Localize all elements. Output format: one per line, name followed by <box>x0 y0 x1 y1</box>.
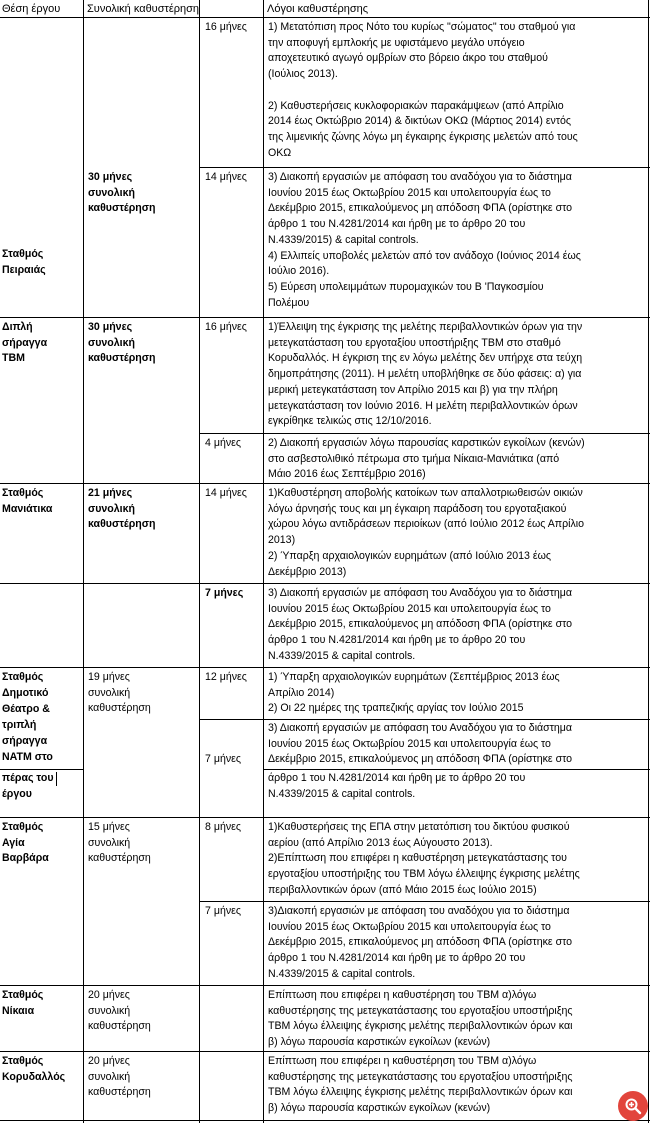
total-delay-cell: 21 μήνες συνολική καθυστέρηση <box>88 487 156 531</box>
months-cell: 14 μήνες <box>205 171 247 183</box>
reasons-cell: άρθρο 1 του Ν.4281/2014 και ήρθη με το άρθρο 20 του Ν.4339/2015 & capital controls. <box>268 772 526 800</box>
months-cell: 16 μήνες <box>205 321 247 333</box>
col-divider <box>648 0 649 1123</box>
col-divider <box>199 0 200 1123</box>
reasons-cell: 2) Διακοπή εργασιών λόγω παρουσίας καρστικών εγκοίλων (κενών) στο ασβεστολιθικό πέτρωμα στο τμήμα Νίκαια-Μανιάτικα (από Μάιο 2016 έως Σεπτέμβριο 2016) <box>268 437 585 481</box>
total-delay-cell: 30 μήνες συνολική καθυστέρηση <box>88 171 156 215</box>
total-delay-cell: 20 μήνες συνολική καθυστέρηση <box>88 989 151 1033</box>
reasons-cell: 3) Διακοπή εργασιών με απόφαση του Αναδόχου για το διάστημα Ιουνίου 2015 έως Οκτωβρίου 2015 και υπολειτουργία έως το Δεκέμβριο 2015, επικαλούμενος μη απόδοση ΦΠΑ (ορίστηκε στο άρθρο 1 του Ν.4281/2014 και ήρθη με το άρθρο 20 του Ν.4339/2015 & capital controls. <box>268 587 573 662</box>
reasons-cell: Επίπτωση που επιφέρει η καθυστέρηση του TBM α)λόγω καθυστέρησης της μετεγκατάστασης του εργοταξίου υποστήριξης TBM λόγω έλλειψης έγκρισης μελέτης περιβαλλοντικών όρων και β) λόγω παρουσία καρστικών εγκοίλων (κενών) <box>268 1055 573 1115</box>
months-cell: 4 μήνες <box>205 437 241 449</box>
position-cell: Σταθμός Πειραιάς <box>2 248 46 276</box>
row-divider <box>0 817 650 818</box>
header-reasons: Λόγοι καθυστέρησης <box>267 3 369 15</box>
row-divider <box>0 985 650 986</box>
row-divider <box>0 17 650 18</box>
header-total-delay: Συνολική καθυστέρηση <box>87 3 200 15</box>
row-divider <box>0 1120 650 1121</box>
months-cell: 8 μήνες <box>205 821 241 833</box>
reasons-cell: 3) Διακοπή εργασιών με απόφαση του Αναδόχου για το διάστημα Ιουνίου 2015 έως Οκτωβρίου 2015 και υπολειτουργία έως το Δεκέμβριο 2015, επικαλούμενος μη απόδοση ΦΠΑ (ορίστηκε στο <box>268 722 573 766</box>
reasons-cell: 3)Διακοπή εργασιών με απόφαση του αναδόχου για το διάστημα Ιουνίου 2015 έως Οκτωβρίου 2015 και υπολειτουργία έως το Δεκέμβριο 2015, επικαλούμενος μη απόδοση ΦΠΑ (ορίστηκε στο άρθρο 1 του Ν.4281/2014 και ήρθη με το άρθρο 20 του Ν.4339/2015 & capital controls. <box>268 905 573 980</box>
reasons-cell: 1)Καθυστέρηση αποβολής κατοίκων των απαλλοτριωθεισών οικιών λόγω άρνησής τους και μη έγκαιρη παράδοση του εργοταξιακού χώρου λόγω αντιδράσεων περιοίκων (από Ιούλιο 2012 έως Απρίλιο 2013) 2) Ύπαρξη αρχαιολογικών ευρημάτων (από Ιούλιο 2013 έως Δεκέμβριο 2013) <box>268 487 585 578</box>
reasons-cell: 1)Καθυστερήσεις της ΕΠΑ στην μετατόπιση του δικτύου φυσικού αερίου (από Απρίλιο 2013 έως Αύγουστο 2013). 2)Επίπτωση που επιφέρει η καθυστέρηση μετεγκατάστασης του εργοταξίου υποστήριξης του TBM λόγω έλλειψης έγκρισης μελέτης περιβαλλοντικών όρων (από Μάιο 2015 έως Ιούλιο 2015) <box>268 821 580 896</box>
zoom-in-icon <box>624 1097 642 1115</box>
row-divider <box>0 667 650 668</box>
sub-row-divider <box>199 167 650 168</box>
total-delay-cell: 30 μήνες συνολική καθυστέρηση <box>88 321 156 365</box>
total-delay-cell: 19 μήνες συνολική καθυστέρηση <box>88 671 151 715</box>
position-cell: Διπλή σήραγγα TBM <box>2 321 48 365</box>
position-cell: Σταθμός Κορυδαλλός <box>2 1055 66 1083</box>
row-divider <box>0 583 650 584</box>
reasons-cell: 1)Έλλειψη της έγκρισης της μελέτης περιβαλλοντικών όρων για την μετεγκατάσταση του εργοταξίου υποστήριξης TBM στο σταθμό Κορυδαλλός. Η έγκριση της εν λόγω μελέτης δεν υπήρχε στα τεύχη δημοπράτησης (2011). Η μελέτη υποβλήθηκε σε δύο φάσεις: α) για μερική μετεγκατάσταση τον Απρίλιο 2015 και β) για την πλήρη μετεγκατάσταση τον Ιούνιο 2016. Η μελέτη περιβαλλοντικών όρων εγκρίθηκε τελικώς στις 12/10/2016. <box>268 321 583 428</box>
col-divider <box>83 0 84 1123</box>
months-cell: 14 μήνες <box>205 487 247 499</box>
months-cell: 16 μήνες <box>205 21 247 33</box>
reasons-cell: Επίπτωση που επιφέρει η καθυστέρηση του TBM α)λόγω καθυστέρησης της μετεγκατάστασης του εργοταξίου υποστήριξης TBM λόγω έλλειψης έγκρισης μελέτης περιβαλλοντικών όρων και β) λόγω παρουσία καρστικών εγκοίλων (κενών) <box>268 989 573 1049</box>
months-cell: 7 μήνες <box>205 905 241 917</box>
position-cell: Σταθμός Μανιάτικα <box>2 487 53 515</box>
reasons-cell: 1) Μετατόπιση προς Νότο του κυρίως "σώματος" του σταθμού για την αποφυγή εμπλοκής με υφιστάμενο μεγάλο υπόγειο αποχετευτικό αγωγό ομβρίων στο βόρειο άκρο του σταθμού (Ιούλιος 2013). 2) Καθυστερήσεις κυκλοφοριακών παρακάμψεων (από Απρίλιο 2014 έως Οκτώβριο 2014) & δικτύων ΟΚΩ (Μάρτιος 2014) εντός της λιμενικής ζώνης λόγω μη έγκαιρης έγκρισης μελετών από τους ΟΚΩ <box>268 21 578 159</box>
position-cell: Σταθμός Αγία Βαρβάρα <box>2 821 49 865</box>
reasons-cell: 3) Διακοπή εργασιών με απόφαση του αναδόχου για το διάστημα Ιουνίου 2015 έως Οκτωβρίου 2015 και υπολειτουργία έως το Δεκέμβριο 2015, επικαλούμενος μη απόδοση ΦΠΑ (ορίστηκε στο άρθρο 1 του Ν.4281/2014 και ήρθη με το άρθρο 20 του Ν.4339/2015) & capital controls. 4) Ελλιπείς υποβολές μελετών από τον ανάδοχο (Ιούνιος 2014 έως Ιούλιο 2016). 5) Εύρεση υπολειμμάτων πυρομαχικών του Β 'Παγκοσμίου Πολέμου <box>268 171 581 309</box>
zoom-in-button[interactable] <box>618 1091 648 1121</box>
row-divider <box>0 483 650 484</box>
months-cell: 7 μήνες <box>205 753 241 765</box>
col-divider <box>263 0 264 1123</box>
sub-row-divider <box>199 719 650 720</box>
row-divider <box>0 769 83 770</box>
total-delay-cell: 15 μήνες συνολική καθυστέρηση <box>88 821 151 865</box>
row-divider <box>0 1051 650 1052</box>
position-cell: Σταθμός Δημοτικό Θέατρο & τριπλή σήραγγα NATM στο πέρας του έργου <box>2 670 57 797</box>
header-position: Θέση έργου <box>2 3 61 15</box>
total-delay-cell: 20 μήνες συνολική καθυστέρηση <box>88 1055 151 1099</box>
row-divider <box>263 769 650 770</box>
months-cell: 7 μήνες <box>205 587 244 599</box>
months-cell: 12 μήνες <box>205 671 247 683</box>
sub-row-divider <box>199 433 650 434</box>
sub-row-divider <box>199 901 650 902</box>
position-cell: Σταθμός Νίκαια <box>2 989 44 1017</box>
reasons-cell: 1) Ύπαρξη αρχαιολογικών ευρημάτων (Σεπτέμβριος 2013 έως Απρίλιο 2014) 2) Οι 22 ημέρες της τραπεζικής αργίας τον Ιούλιο 2015 <box>268 671 560 715</box>
row-divider <box>0 317 650 318</box>
